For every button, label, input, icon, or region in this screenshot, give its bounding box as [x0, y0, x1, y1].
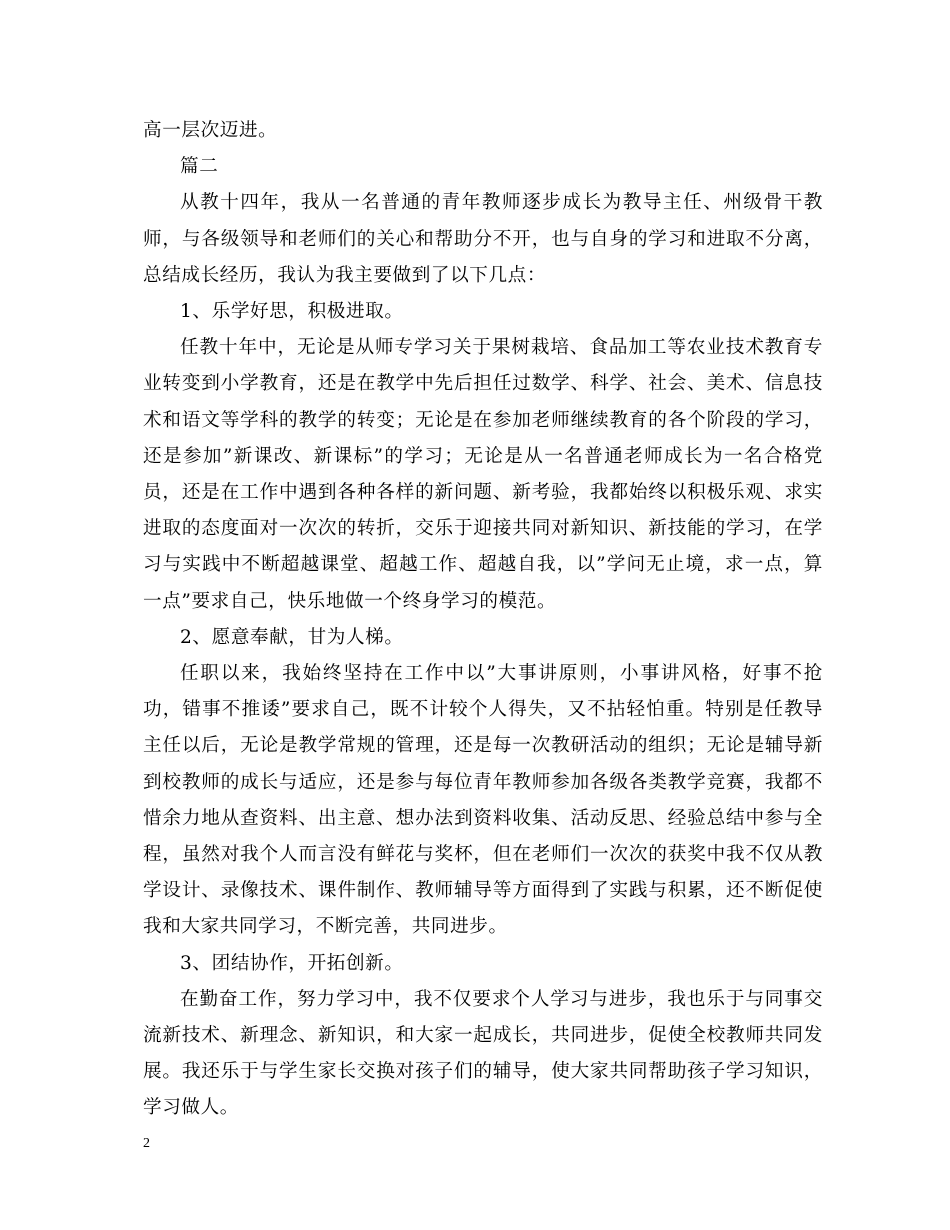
paragraph-point-1: 任教十年中，无论是从师专学习关于果树栽培、食品加工等农业技术教育专业转变到小学教育，还是在教学中先后担任过数学、科学、社会、美术、信息技术和语文等学科的教学的转变；无论是在参加老师继续教育的各个阶段的学习，还是参加”新课改、新课标”的学习；无论是从一名普通老师成长为一名合格党员，还是在工作中遇到各种各样的新问题、新考验，我都始终以积极乐观、求实进取的态度面对一次次的转折，交乐于迎接共同对新知识、新技能的学习，在学习与实践中不断超越课堂、超越工作、超越自我，以”学问无止境，求一点，算一点”要求自己，快乐地做一个终身学习的模范。 — [143, 337, 823, 612]
section-heading-part-two: 篇二 — [180, 156, 219, 178]
page-number: 2 — [143, 1136, 150, 1151]
point-heading-3: 3、团结协作，开拓创新。 — [180, 952, 404, 974]
paragraph-intro: 从教十四年，我从一名普通的青年教师逐步成长为教导主任、州级骨干教师，与各级领导和老师们的关心和帮助分不开，也与自身的学习和进取不分离，总结成长经历，我认为我主要做到了以下几点： — [143, 192, 823, 286]
paragraph-point-3: 在勤奋工作，努力学习中，我不仅要求个人学习与进步，我也乐于与同事交流新技术、新理念、新知识，和大家一起成长，共同进步，促使全校教师共同发展。我还乐于与学生家长交换对孩子们的辅导，使大家共同帮助孩子学习知识，学习做人。 — [143, 988, 823, 1119]
paragraph-continuation: 高一层次迈进。 — [143, 120, 278, 141]
paragraph-point-2: 任职以来，我始终坚持在工作中以”大事讲原则，小事讲风格，好事不抢功，错事不推诿”要求自己，既不计较个人得失，又不拈轻怕重。特别是任教导主任以后，无论是教学常规的管理，还是每一次教研活动的组织；无论是辅导新到校教师的成长与适应，还是参与每位青年教师参加各级各类教学竞赛，我都不惜余力地从查资料、出主意、想办法到资料收集、活动反思、经验总结中参与全程，虽然对我个人而言没有鲜花与奖杯，但在老师们一次次的获奖中我不仅从教学设计、录像技术、课件制作、教师辅导等方面得到了实践与积累，还不断促使我和大家共同学习，不断完善，共同进步。 — [143, 663, 823, 938]
point-heading-1: 1、乐学好思，积极进取。 — [180, 301, 404, 323]
point-heading-2: 2、愿意奉献，甘为人梯。 — [180, 626, 404, 648]
document-body — [143, 113, 823, 1127]
